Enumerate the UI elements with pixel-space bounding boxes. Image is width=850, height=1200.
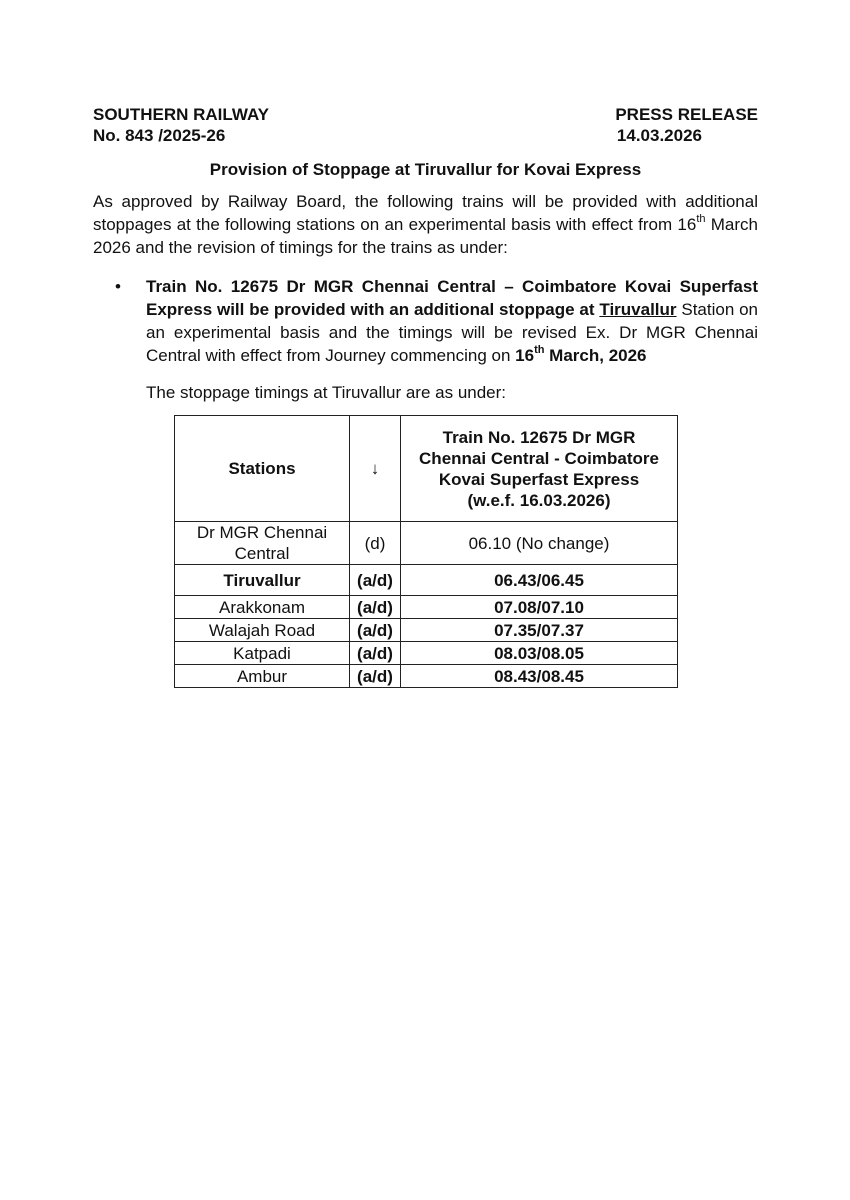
subject-heading: Provision of Stoppage at Tiruvallur for Kovai Express bbox=[209, 160, 642, 179]
table-row bbox=[175, 565, 678, 596]
bullet-date-day: 16 bbox=[515, 346, 535, 365]
bullet-normal1: Station on an experimental basis and the timings will be revised Ex. Dr MGR Chennai Central with effect from Journey commencing on bbox=[146, 300, 759, 365]
table-row bbox=[175, 665, 678, 688]
schedule-table bbox=[174, 415, 678, 688]
header-left bbox=[93, 104, 269, 146]
header-train bbox=[401, 416, 678, 522]
station-line2: Central bbox=[234, 544, 290, 563]
release-date: 14.03.2026 bbox=[616, 126, 702, 145]
release-number: No. 843 /2025-26 bbox=[93, 126, 226, 145]
ad-cell: (a/d) bbox=[350, 565, 401, 596]
time-cell: 06.10 (No change) bbox=[401, 522, 678, 565]
time-cell: 07.08/07.10 bbox=[401, 596, 678, 619]
ad-cell: (a/d) bbox=[350, 665, 401, 688]
bullet-station: Tiruvallur bbox=[599, 300, 677, 319]
intro-paragraph bbox=[93, 190, 758, 259]
station-line1: Dr MGR Chennai bbox=[196, 523, 328, 542]
station-cell: Tiruvallur bbox=[175, 565, 350, 596]
station-cell: Katpadi bbox=[175, 642, 350, 665]
station-cell: Arakkonam bbox=[175, 596, 350, 619]
table-row bbox=[175, 596, 678, 619]
bullet-icon: • bbox=[115, 277, 121, 296]
bullet-date-rest: March, 2026 bbox=[544, 346, 647, 365]
down-arrow-icon: ↓ bbox=[350, 416, 401, 522]
intro-part2: March 2026 and the revision of timings for the trains as under: bbox=[93, 215, 758, 257]
station-cell: Ambur bbox=[175, 665, 350, 688]
header-train-line1: Train No. 12675 Dr MGR bbox=[442, 427, 636, 447]
ad-cell: (d) bbox=[350, 522, 401, 565]
ad-cell: (a/d) bbox=[350, 642, 401, 665]
ad-cell: (a/d) bbox=[350, 596, 401, 619]
header-right bbox=[608, 104, 758, 146]
header-train-line3: Kovai Superfast Express bbox=[438, 469, 640, 489]
header-stations: Stations bbox=[175, 416, 350, 522]
release-type: PRESS RELEASE bbox=[615, 105, 758, 124]
bullet-date-sup: th bbox=[534, 344, 545, 357]
header-train-line2: Chennai Central - Coimbatore bbox=[419, 448, 659, 468]
station-cell bbox=[175, 522, 350, 565]
intro-part1: As approved by Railway Board, the following trains will be provided with additional stoppages at the following stations on an experimental basis with effect from 16 bbox=[93, 192, 758, 234]
table-row bbox=[175, 522, 678, 565]
station-cell: Walajah Road bbox=[175, 619, 350, 642]
table-row bbox=[175, 619, 678, 642]
time-cell: 07.35/07.37 bbox=[401, 619, 678, 642]
intro-sup: th bbox=[696, 213, 706, 226]
timings-note: The stoppage timings at Tiruvallur are as under: bbox=[146, 383, 507, 402]
bullet-text bbox=[146, 275, 758, 367]
time-cell: 06.43/06.45 bbox=[401, 565, 678, 596]
table-row bbox=[175, 642, 678, 665]
org-name: SOUTHERN RAILWAY bbox=[93, 105, 270, 124]
time-cell: 08.03/08.05 bbox=[401, 642, 678, 665]
header-train-line4: (w.e.f. 16.03.2026) bbox=[467, 490, 611, 510]
ad-cell: (a/d) bbox=[350, 619, 401, 642]
bullet-bold1: Train No. 12675 Dr MGR Chennai Central – Coimbatore Kovai Superfast Express will be provided with an additional stoppage at bbox=[146, 277, 758, 319]
time-cell: 08.43/08.45 bbox=[401, 665, 678, 688]
bullet-date bbox=[515, 346, 646, 365]
table-header-row bbox=[175, 416, 678, 522]
